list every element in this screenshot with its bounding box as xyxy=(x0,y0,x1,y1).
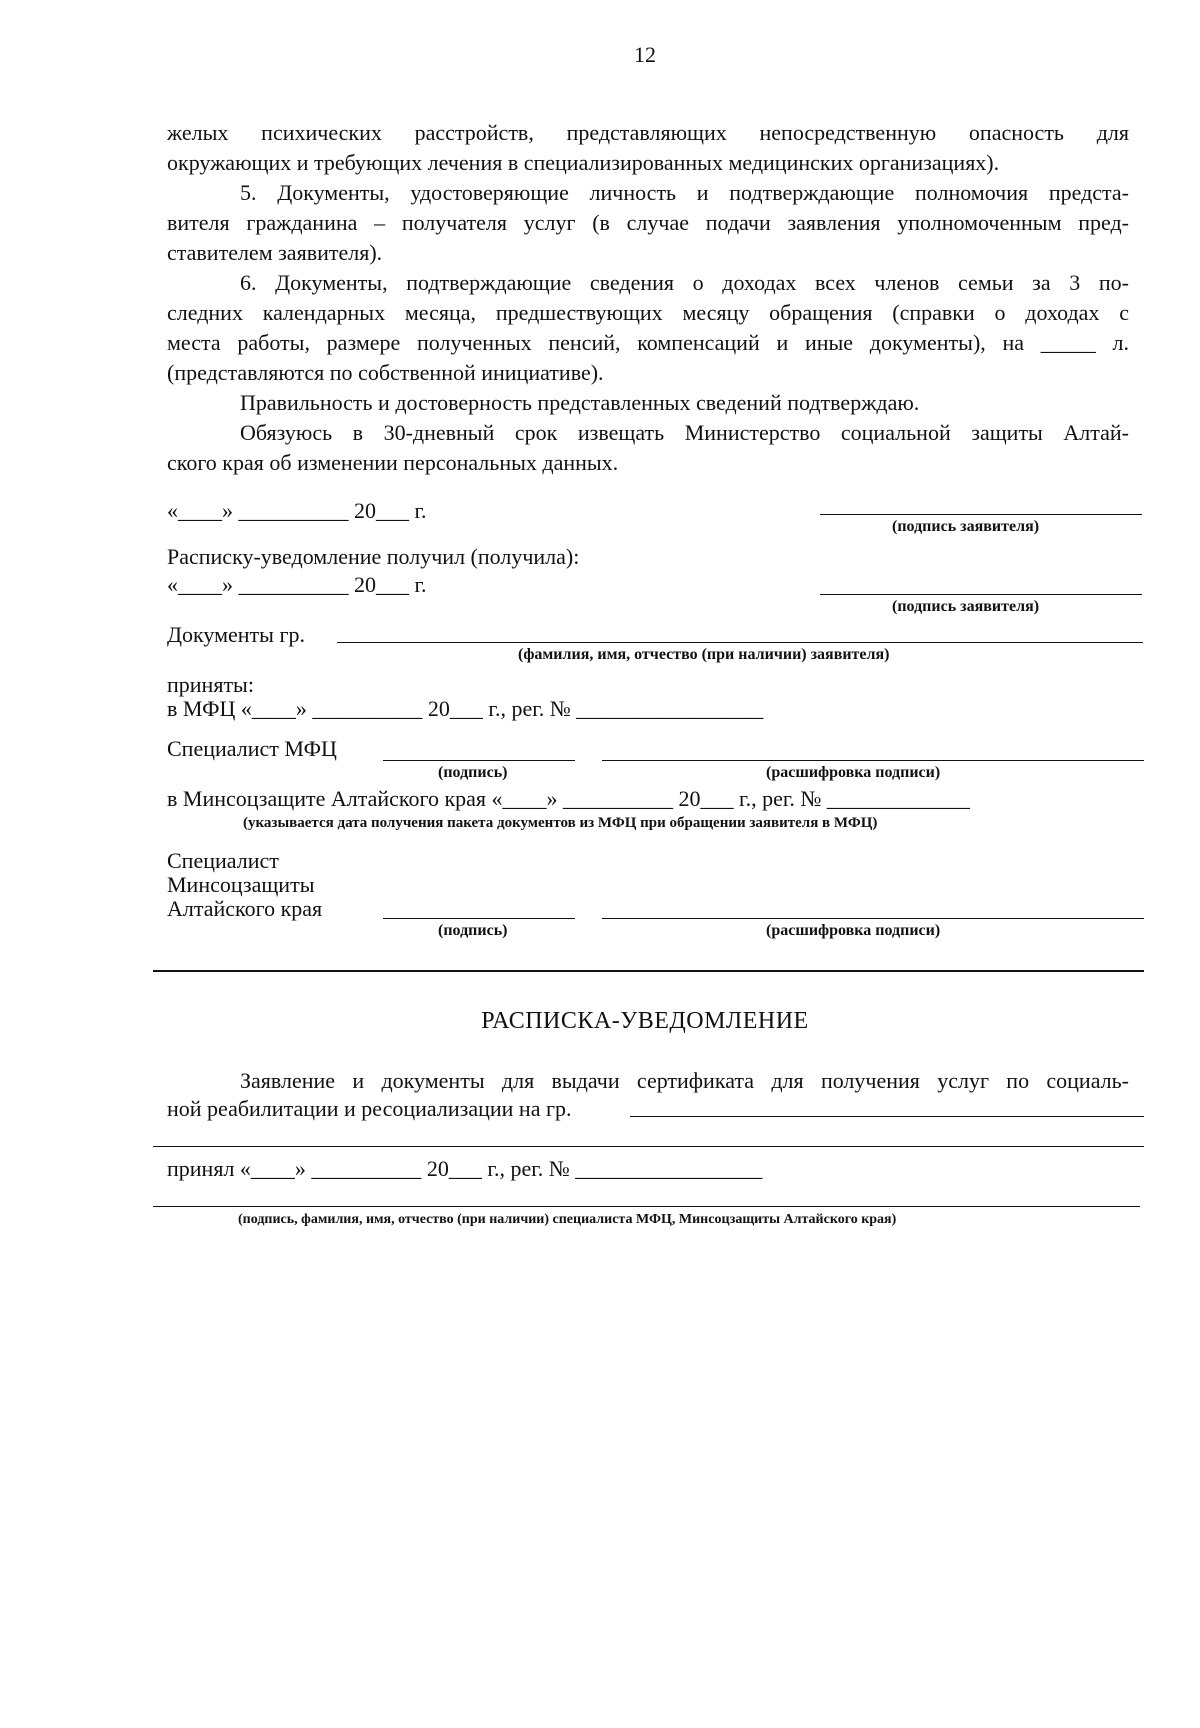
mfc-sign-caption: (подпись) xyxy=(438,764,508,781)
fio-input-line[interactable] xyxy=(337,642,1143,643)
item5-line3: ставителем заявителя). xyxy=(167,240,383,265)
minsoc-sign-caption: (подпись) xyxy=(438,922,508,939)
receipt-continuation-line[interactable] xyxy=(153,1146,1144,1147)
receipt-bottom-caption: (подпись, фамилия, имя, отчество (при наличии) специалиста МФЦ, Минсоцзащиты Алтайского края) xyxy=(238,1212,897,1227)
specialist-minsoc-line3: Алтайского края xyxy=(167,896,323,921)
receipt-text-line2: ной реабилитации и ресоциализации на гр. xyxy=(167,1096,572,1121)
minsoc-note: (указывается дата получения пакета документов из МФЦ при обращении заявителя в МФЦ) xyxy=(243,815,878,831)
item6-line4: (представляются по собственной инициативе). xyxy=(167,360,604,385)
receipt-text-line1: Заявление и документы для выдачи сертификата для получения услуг по социаль- xyxy=(240,1068,1129,1093)
paragraph-continuation-line2: окружающих и требующих лечения в специализированных медицинских организациях). xyxy=(167,150,1000,175)
receipt-received-label: Расписку-уведомление получил (получила): xyxy=(167,544,580,569)
mfc-decode-caption: (расшифровка подписи) xyxy=(766,764,941,781)
accepted-label: приняты: xyxy=(167,672,254,697)
receipt-citizen-line[interactable] xyxy=(630,1116,1144,1117)
specialist-minsoc-line1: Специалист xyxy=(167,848,279,873)
date-field-1[interactable]: «____» __________ 20___ г. xyxy=(167,498,427,523)
receipt-accepted-line[interactable]: принял «____» __________ 20___ г., рег. № _________________ xyxy=(167,1156,763,1181)
page-number: 12 xyxy=(634,42,656,67)
confirmation-text: Правильность и достоверность представленных сведений подтверждаю. xyxy=(240,390,920,415)
documents-label: Документы гр. xyxy=(167,622,305,647)
obligation-line1: Обязуюсь в 30-дневный срок извещать Министерство социальной защиты Алтай- xyxy=(240,420,1129,445)
item6-line3: места работы, размере полученных пенсий, компенсаций и иные документы), на _____ л. xyxy=(167,330,1129,355)
receipt-signature-line[interactable] xyxy=(153,1206,1140,1207)
signature-caption-2: (подпись заявителя) xyxy=(892,598,1040,615)
mfc-registration-line[interactable]: в МФЦ «____» __________ 20___ г., рег. № _________________ xyxy=(167,696,764,721)
item6-line1: 6. Документы, подтверждающие сведения о доходах всех членов семьи за 3 по- xyxy=(240,270,1129,295)
section-separator xyxy=(153,970,1144,972)
date-field-2[interactable]: «____» __________ 20___ г. xyxy=(167,572,427,597)
signature-line-1[interactable] xyxy=(820,514,1142,515)
obligation-line2: ского края об изменении персональных данных. xyxy=(167,450,619,475)
fio-caption: (фамилия, имя, отчество (при наличии) заявителя) xyxy=(518,646,890,663)
paragraph-continuation-line1: желых психических расстройств, представляющих непосредственную опасность для xyxy=(167,120,1129,145)
item5-line1: 5. Документы, удостоверяющие личность и подтверждающие полномочия предста- xyxy=(240,180,1129,205)
signature-caption-1: (подпись заявителя) xyxy=(892,518,1040,535)
minsoc-registration-line[interactable]: в Минсоцзащите Алтайского края «____» __________ 20___ г., рег. № _____________ xyxy=(167,786,970,811)
mfc-signature-line[interactable] xyxy=(383,760,575,761)
item5-line2: вителя гражданина – получателя услуг (в случае подачи заявления уполномоченным пред- xyxy=(167,210,1129,235)
specialist-minsoc-line2: Минсоцзащиты xyxy=(167,872,315,897)
mfc-decode-line[interactable] xyxy=(602,760,1144,761)
specialist-mfc-label: Специалист МФЦ xyxy=(167,736,337,761)
minsoc-decode-caption: (расшифровка подписи) xyxy=(766,922,941,939)
receipt-title: РАСПИСКА-УВЕДОМЛЕНИЕ xyxy=(481,1008,809,1034)
minsoc-signature-line[interactable] xyxy=(383,918,575,919)
minsoc-decode-line[interactable] xyxy=(602,918,1144,919)
item6-line2: следних календарных месяца, предшествующих месяцу обращения (справки о доходах с xyxy=(167,300,1129,325)
signature-line-2[interactable] xyxy=(820,594,1142,595)
